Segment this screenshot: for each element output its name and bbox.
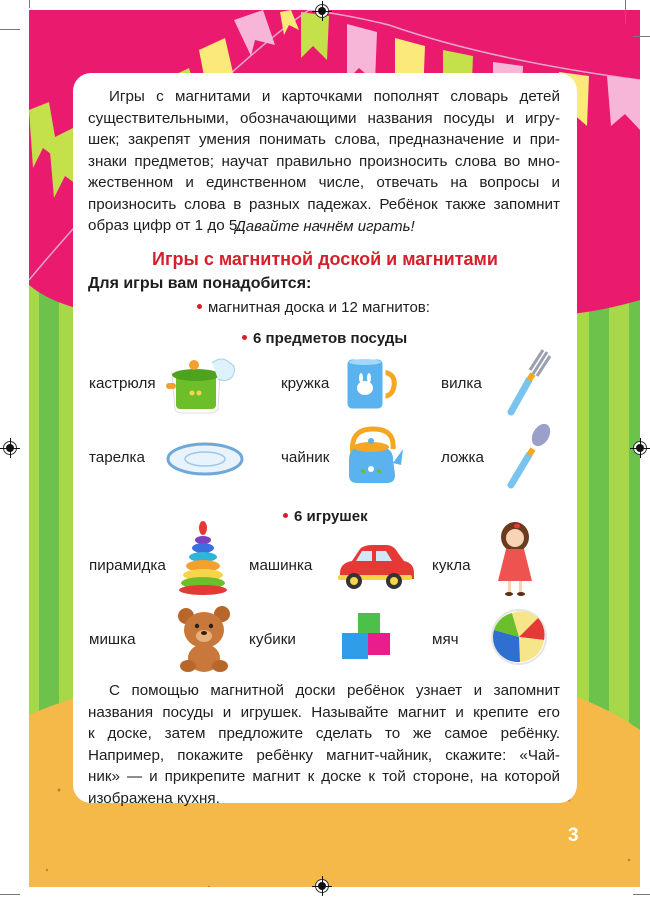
bullet-dot-icon [283, 513, 288, 518]
doll-icon [492, 521, 538, 599]
intro-paragraph [88, 86, 560, 237]
label-kettle: чайник [281, 449, 330, 466]
registration-mark-icon [633, 441, 647, 455]
bullet-dot-icon [242, 335, 247, 340]
bullet-text: 6 игрушек [294, 508, 368, 525]
crop-mark [0, 894, 20, 895]
teddy-bear-icon [174, 604, 234, 674]
label-toy-car: машинка [249, 557, 313, 574]
registration-mark-icon [315, 4, 329, 18]
outro-line: изображена кухня. [88, 789, 220, 807]
kettle-icon [343, 425, 405, 487]
intro-line: жественном и единственном числе, отвечать на вопросы и [88, 174, 560, 191]
intro-line: существительными, обозначающими названия посуды и игру- [88, 109, 560, 127]
bullet-dot-icon [197, 304, 202, 309]
outro-line: ник» — и прикрепите магнит к доске к той стороне, на которой [88, 768, 560, 785]
registration-mark-icon [315, 879, 329, 893]
label-mug: кружка [281, 375, 330, 392]
label-doll: кукла [432, 557, 471, 574]
registration-mark-icon [3, 441, 17, 455]
fork-icon [503, 348, 553, 418]
outro-paragraph [88, 680, 560, 809]
bullet-dishes [242, 330, 407, 347]
intro-line: Игры с магнитами и карточками пополнят словарь детей [109, 88, 560, 105]
label-teddy-bear: мишка [89, 631, 136, 648]
crop-mark [29, 0, 30, 8]
ball-icon [490, 608, 548, 666]
crop-mark [625, 0, 626, 24]
mug-icon [342, 354, 404, 414]
label-plate: тарелка [89, 449, 145, 466]
label-pot: кастрюля [89, 375, 156, 392]
call-to-action: Давайте начнём играть! [235, 218, 415, 235]
crop-mark [0, 29, 20, 30]
outro-line: названия посуды и игрушек. Называйте магнит и крепите его [88, 703, 560, 721]
bullet-magnetic-board [197, 299, 430, 316]
outro-line: к доске, затем предложите сделать то же самое ребёнку. [88, 725, 560, 742]
bullet-text: магнитная доска и 12 магнитов: [208, 299, 430, 316]
label-fork: вилка [441, 375, 482, 392]
intro-line: шек; закрепят умения понимать слова, предназначение и при- [88, 131, 560, 148]
intro-line: знаки предметов; научат правильно произносить слова во мно- [88, 152, 560, 170]
pyramid-toy-icon [178, 520, 228, 596]
section-title: Игры с магнитной доской и магнитами [152, 249, 498, 269]
label-spoon: ложка [441, 449, 484, 466]
bullet-toys [283, 508, 368, 525]
outro-line: Например, покажите ребёнку магнит-чайник, скажите: «Чай- [88, 746, 560, 764]
label-pyramid: пирамидка [89, 557, 166, 574]
intro-line: произносить слова в разных падежах. Ребёнок также запомнит [88, 195, 560, 213]
blocks-icon [338, 609, 400, 664]
crop-mark [633, 36, 650, 37]
plate-icon [165, 441, 245, 477]
page-number: 3 [568, 825, 579, 846]
pot-icon [164, 355, 239, 415]
label-ball: мяч [432, 631, 459, 648]
label-blocks: кубики [249, 631, 296, 648]
spoon-icon [503, 421, 553, 491]
crop-mark [633, 894, 650, 895]
outro-line: С помощью магнитной доски ребёнок узнает и запомнит [109, 682, 560, 699]
section-subtitle: Для игры вам понадобится: [88, 275, 312, 292]
bullet-text: 6 предметов посуды [253, 330, 408, 347]
intro-line: образ цифр от 1 до 5. [88, 217, 242, 234]
toy-car-icon [334, 543, 414, 591]
